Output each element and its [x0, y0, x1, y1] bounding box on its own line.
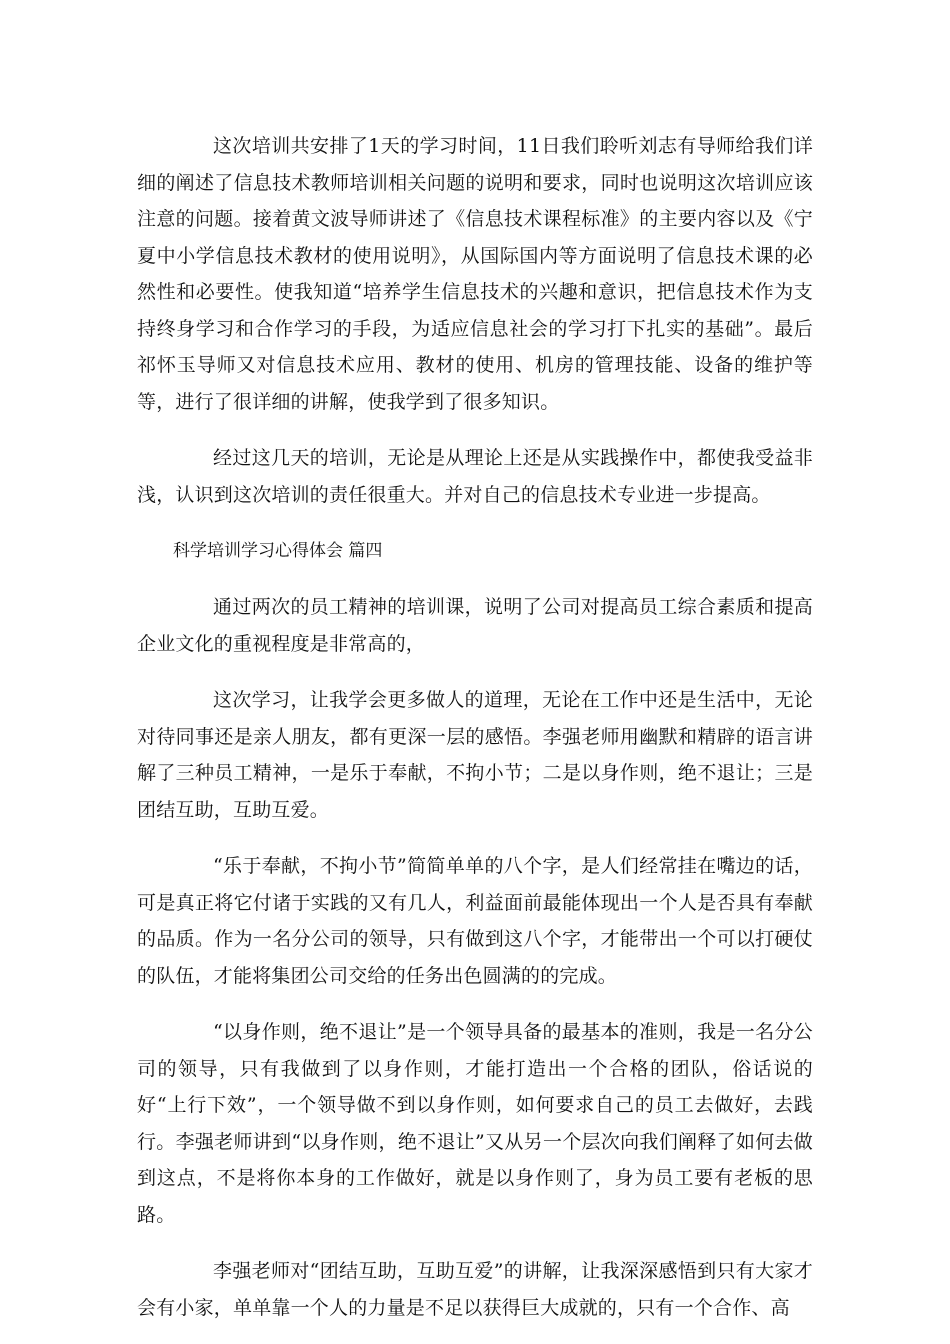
paragraph: 这次学习，让我学会更多做人的道理，无论在工作中还是生活中，无论对待同事还是亲人朋友，都有更深一层的感悟。李强老师用幽默和精辟的语言讲解了三种员工精神，一是乐于奉献，不拘小节；二是以身作则，绝不退让；三是团结互助，互助互爱。 — [137, 689, 813, 821]
paragraph: “乐于奉献，不拘小节”简简单单的八个字，是人们经常挂在嘴边的话，可是真正将它付诸于实践的又有几人，利益面前最能体现出一个人是否具有奉献的品质。作为一名分公司的领导，只有做到这八个字，才能带出一个可以打硬仗的队伍，才能将集团公司交给的任务出色圆满的的完成。 — [137, 855, 813, 987]
paragraph: 这次培训共安排了1天的学习时间，11日我们聆听刘志有导师给我们详细的阐述了信息技术教师培训相关问题的说明和要求，同时也说明这次培训应该注意的问题。接着黄文波导师讲述了《信息技术课程标准》的主要内容以及《宁夏中小学信息技术教材的使用说明》，从国际国内等方面说明了信息技术课的必然性和必要性。使我知道“培养学生信息技术的兴趣和意识，把信息技术作为支持终身学习和合作学习的手段，为适应信息社会的学习打下扎实的基础”。最后祁怀玉导师又对信息技术应用、教材的使用、机房的管理技能、设备的维护等等，进行了很详细的讲解，使我学到了很多知识。 — [137, 135, 813, 413]
paragraph: 经过这几天的培训，无论是从理论上还是从实践操作中，都使我受益非浅，认识到这次培训的责任很重大。并对自己的信息技术专业进一步提高。 — [137, 447, 813, 506]
paragraph: “以身作则，绝不退让”是一个领导具备的最基本的准则，我是一名分公司的领导，只有我做到了以身作则，才能打造出一个合格的团队，俗话说的好“上行下效”，一个领导做不到以身作则，如何要求自己的员工去做好，去践行。李强老师讲到“以身作则，绝不退让”又从另一个层次向我们阐释了如何去做到这点，不是将你本身的工作做好，就是以身作则了，身为员工要有老板的思路。 — [137, 1021, 813, 1226]
paragraph: 李强老师对“团结互助，互助互爱”的讲解，让我深深感悟到只有大家才会有小家，单单靠一个人的力量是不足以获得巨大成就的，只有一个合作、高 — [137, 1260, 813, 1319]
paragraph: 通过两次的员工精神的培训课，说明了公司对提高员工综合素质和提高企业文化的重视程度是非常高的， — [137, 596, 813, 655]
section-heading: 科学培训学习心得体会 篇四 — [173, 541, 383, 561]
document-body — [137, 128, 813, 1326]
